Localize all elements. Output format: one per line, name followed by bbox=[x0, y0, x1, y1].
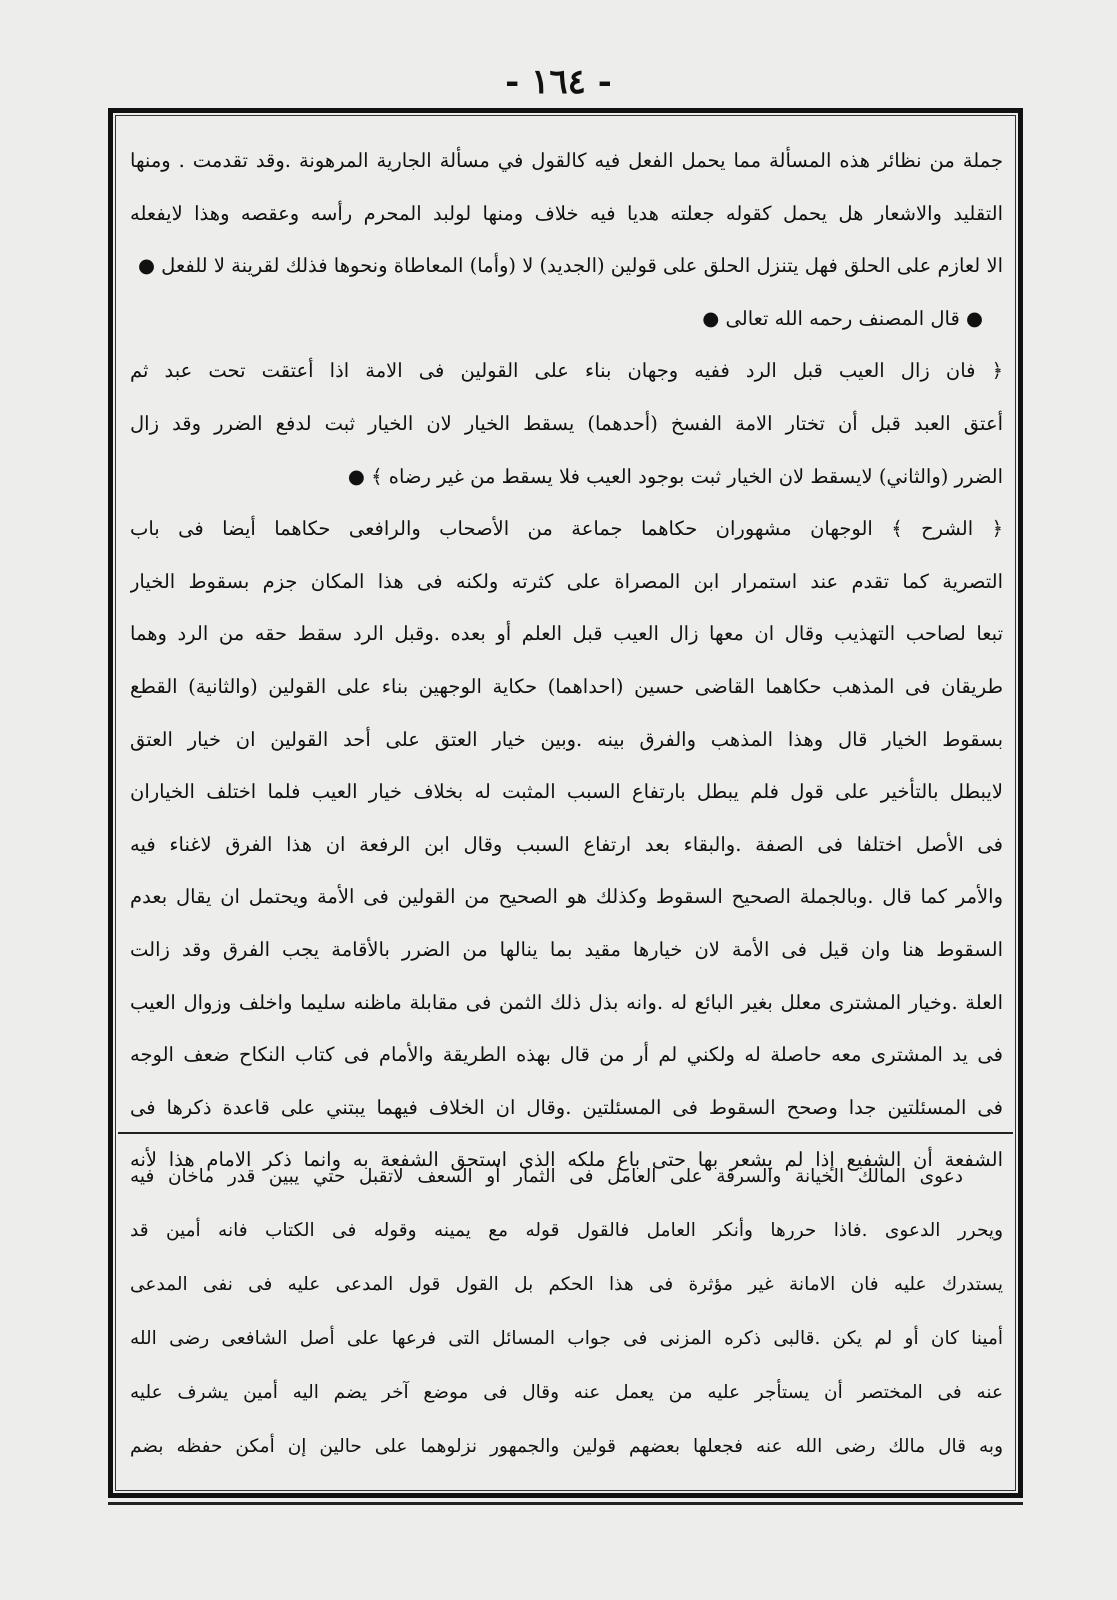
text-line: الشفعة أن الشفيع إذا لم يشعر بها حتى باع ملكه الذى استحق الشفعة به وانما ذكر الامام هذا لأنه bbox=[130, 1148, 1003, 1172]
text-line: فى يد المشترى معه حاصلة له ولكني لم أر من قال بهذه الطريقة والأمام فى كتاب النكاح ضعف الوجه bbox=[130, 1043, 1003, 1067]
text-line: فى الأصل اختلفا فى الصفة .والبقاء بعد ارتفاع السبب وقال ابن الرفعة ان هذا الفرق لاغناء فيه bbox=[130, 832, 1003, 856]
text-line: والأمر كما قال .وبالجملة الصحيح السقوط وكذلك هو الصحيح من القولين فى الأمة ويحتمل ان يقال بعدم bbox=[130, 885, 1003, 909]
text-line: لايبطل بالتأخير على قول فلم يبطل بارتفاع السبب المثبت له بخلاف خيار العيب فلما اختلف الخياران bbox=[130, 780, 1003, 804]
section-heading: ● قال المصنف رحمه الله تعالى ● bbox=[702, 306, 983, 330]
footnote-line: يستدرك عليه فان الامانة غير مؤثرة فى هذا الحكم بل القول قول المدعى عليه فى نفى المدعى bbox=[130, 1274, 1003, 1295]
text-line: تبعا لصاحب التهذيب وقال ان معها زال العيب قبل العلم أو بعده .وقبل الرد سقط حقه من الرد وهما bbox=[130, 622, 1003, 646]
main-text-block bbox=[130, 135, 1003, 1172]
text-line: ﴿ الشرح ﴾ الوجهان مشهوران حكاهما جماعة من الأصحاب والرافعى حكاهما أيضا فى باب bbox=[130, 517, 1003, 541]
text-line: التقليد والاشعار هل يحمل كقوله جعلته هديا فيه خلاف ومنها لولبد المحرم رأسه وعقصه وهذا لايفعله bbox=[130, 201, 1003, 225]
text-line: أعتق العبد قبل أن تختار الامة الفسخ (أحدهما) يسقط الخيار لان الخيار ثبت لدفع الضرر وقد زال bbox=[130, 411, 1003, 435]
text-line: جملة من نظائر هذه المسألة مما يحمل الفعل فيه كالقول في مسألة الجارية المرهونة .وقد تقدمت . ومنها bbox=[130, 149, 1003, 172]
frame-bottom-rule bbox=[108, 1502, 1023, 1505]
footnote-line: ويحرر الدعوى .فاذا حررها وأنكر العامل فالقول قوله مع يمينه وقوله فى الكتاب فانه أمين قد bbox=[130, 1220, 1003, 1241]
text-line: فى المسئلتين جدا وصحح السقوط فى المسئلتين .وقال ان الخلاف فيهما يبتني على قاعدة ذكرها فى bbox=[130, 1095, 1003, 1119]
text-line: التصرية كما تقدم عند استمرار ابن المصراة على كثرته ولكنه فى هذا المكان جزم بسقوط الخيار bbox=[130, 569, 1003, 593]
text-line: بسقوط الخيار قال وهذا المذهب والفرق بينه .وبين خيار العتق على أحد القولين ان خيار العتق bbox=[130, 727, 1003, 751]
text-line: ﴿ فان زال العيب قبل الرد ففيه وجهان بناء على القولين فى الامة اذا أعتقت تحت عبد ثم bbox=[130, 359, 1003, 383]
footnote-line: عنه فى المختصر أن يستأجر عليه من يعمل عنه وقال فى موضع آخر يضم اليه أمين يشرف عليه bbox=[130, 1382, 1003, 1403]
footnote-line: دعوى المالك الخيانة والسرقة على العامل فى الثمار أو السعف لاتقبل حتي يبين قدر ماخان فيه bbox=[130, 1166, 963, 1187]
page-number: - ١٦٤ - bbox=[505, 62, 612, 102]
footnote-block bbox=[130, 1150, 1003, 1480]
text-line: طريقان فى المذهب حكاهما القاضى حسين (احداهما) حكاية الوجهين بناء على القولين (والثانية) القطع bbox=[130, 674, 1003, 698]
text-line: العلة .وخيار المشترى معلل بغير البائع له .وانه بذل ذلك الثمن فى مقابلة ماظنه سليما واخلف وزوال العيب bbox=[130, 990, 1003, 1014]
footnote-line: أمينا كان أو لم يكن .قالبى ذكره المزنى فى جواب المسائل التى فرعها على أصل الشافعى رضى الله bbox=[130, 1328, 1003, 1349]
footnote-line: وبه قال مالك رضى الله عنه فجعلها بعضهم قولين والجمهور نزلوهما على حالين إن أمكن حفظه بضم bbox=[130, 1436, 1003, 1457]
text-line: الا لعازم على الحلق فهل يتنزل الحلق على قولين (الجديد) لا (وأما) المعاطاة ونحوها فذلك لقرينة لا للفعل ● bbox=[137, 254, 1003, 278]
text-line: الضرر (والثاني) لايسقط لان الخيار ثبت بوجود العيب فلا يسقط من غير رضاه ﴾ ● bbox=[347, 464, 1003, 488]
text-line: السقوط هنا وان قيل فى الأمة لان خيارها مقيد بما ينالها من الضرر بالأقامة يجب الفرق وقد زالت bbox=[130, 937, 1003, 961]
footnote-separator bbox=[118, 1132, 1013, 1134]
